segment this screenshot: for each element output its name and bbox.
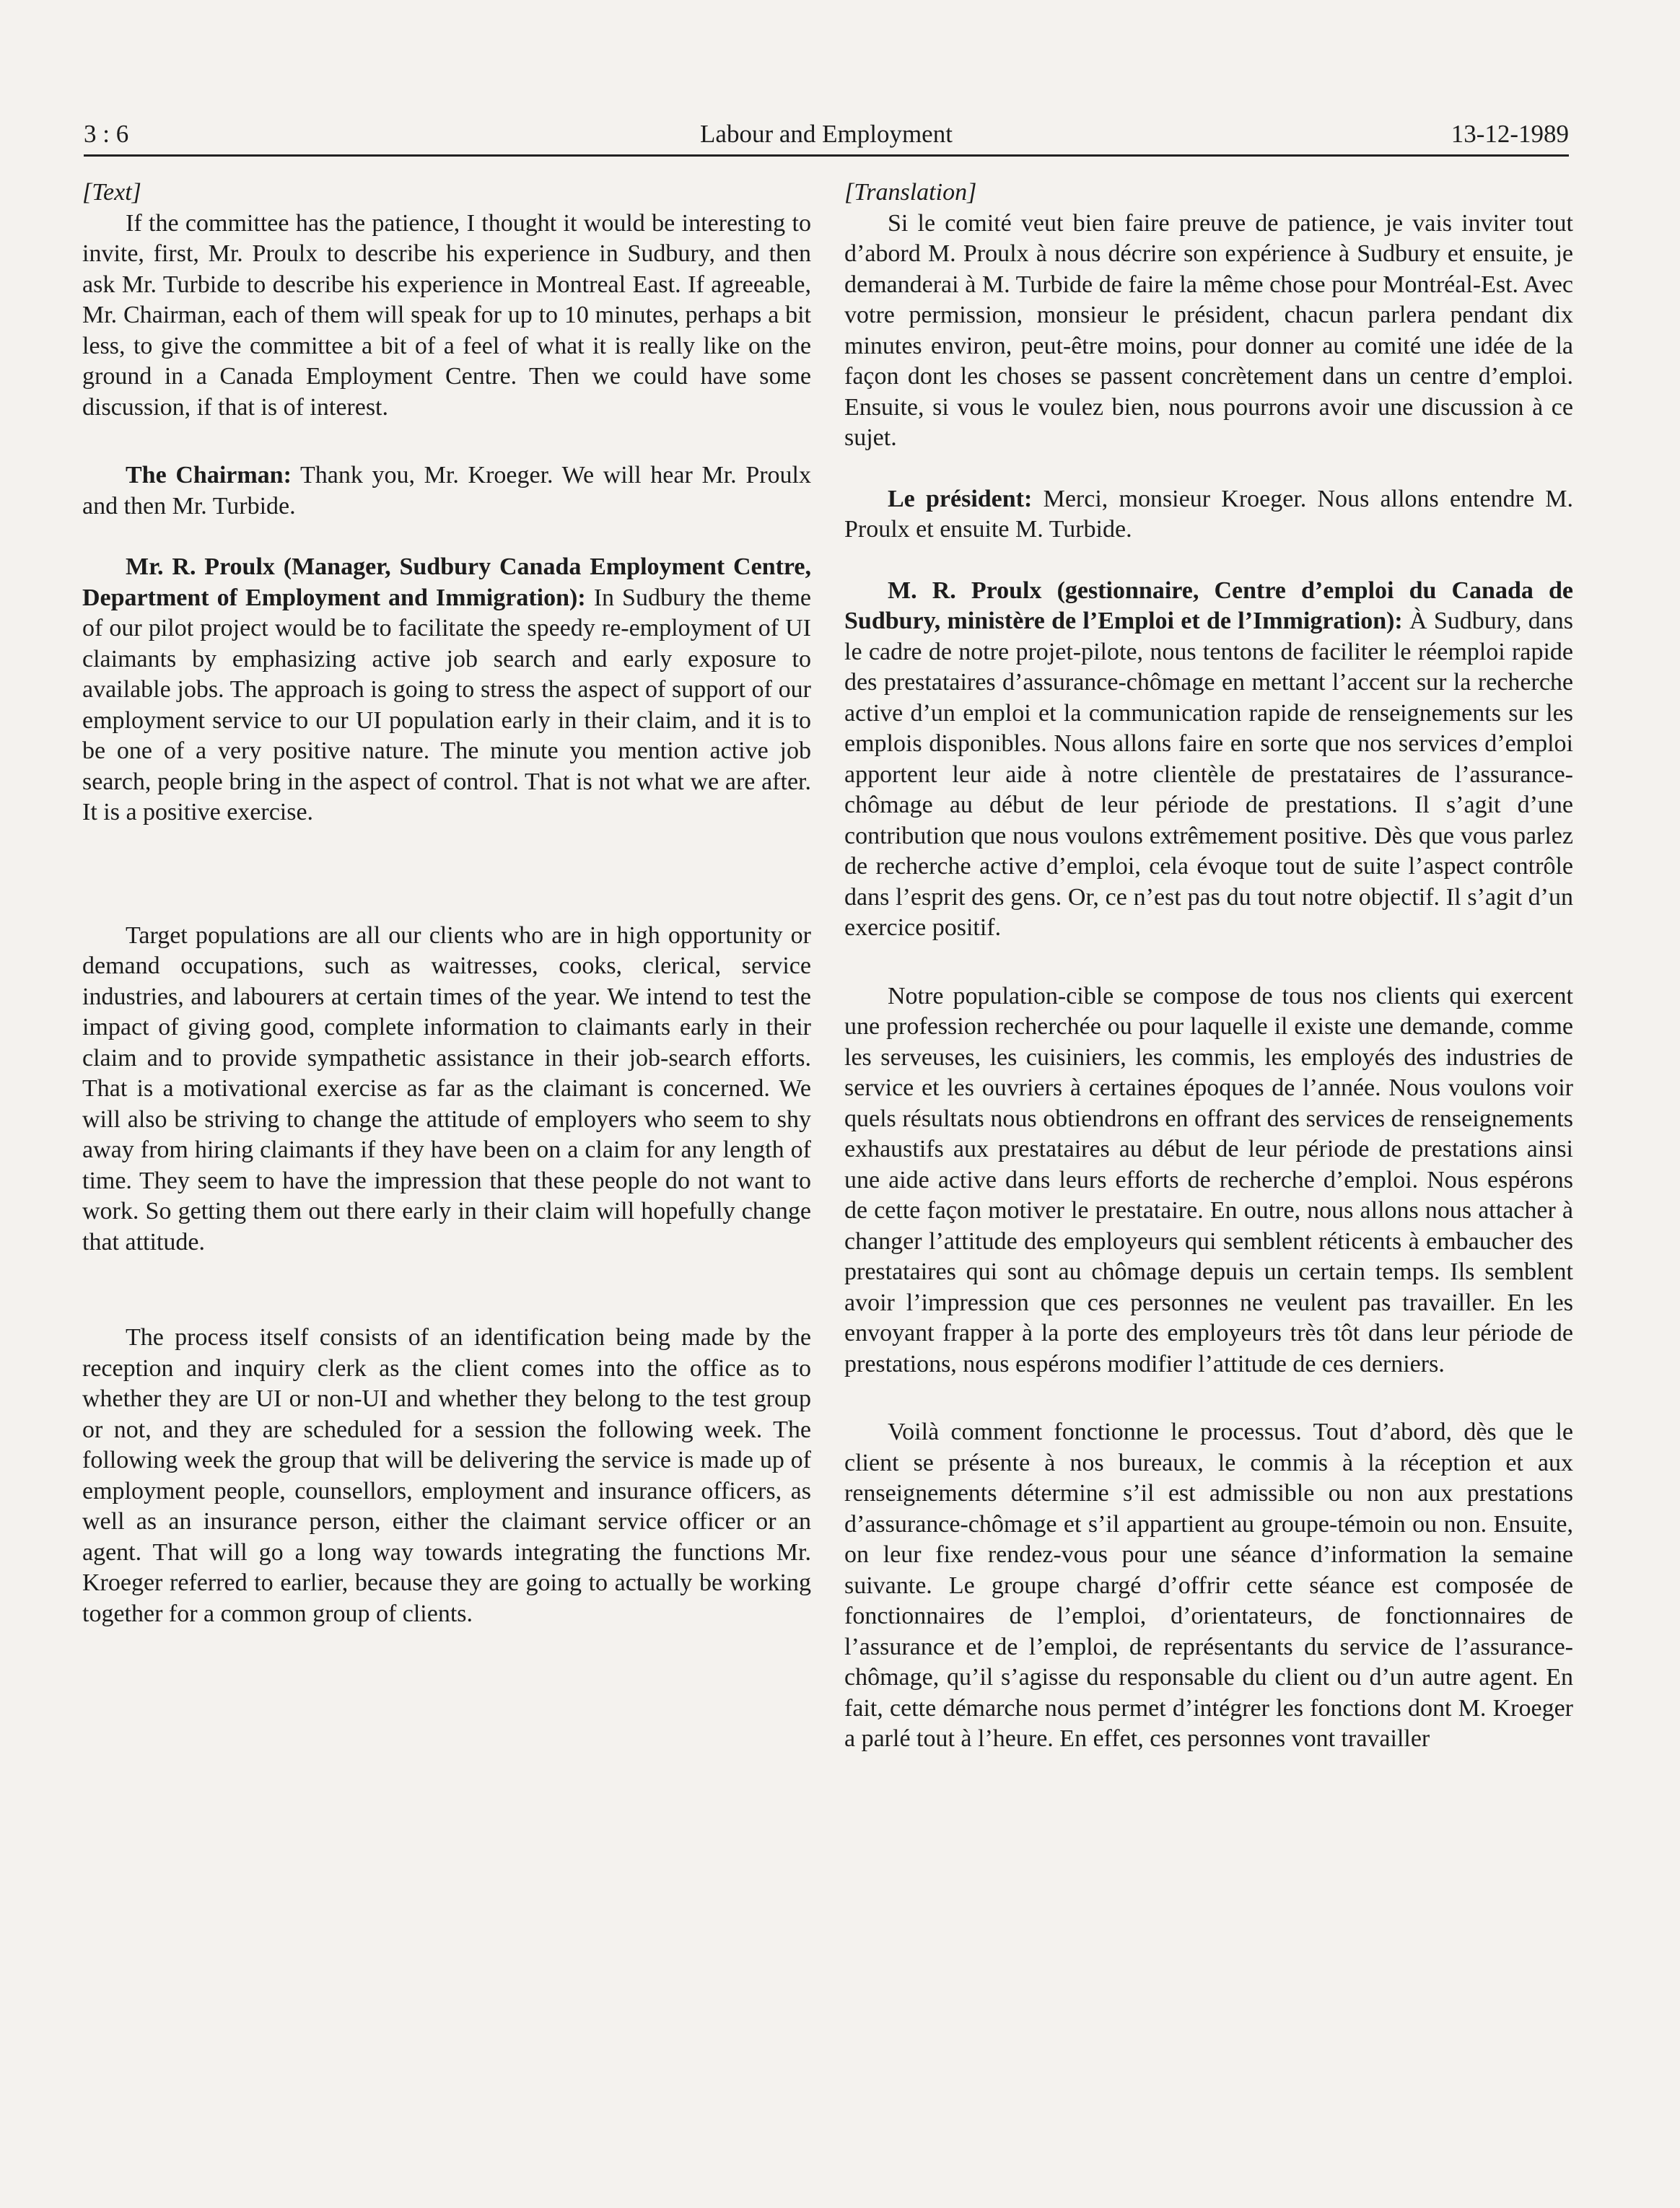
- paragraph: [82, 460, 811, 522]
- speech-text: Thank you, Mr. Kroeger. We will hear Mr. Proulx and then Mr. Turbide.: [82, 462, 811, 520]
- french-column: [844, 178, 1573, 1755]
- paragraph: [844, 484, 1573, 546]
- page-header: [84, 117, 1569, 157]
- header-date: 13-12-1989: [1451, 120, 1569, 148]
- text-tag: [Text]: [82, 179, 141, 206]
- paragraph: Target populations are all our clients who are in high opportunity or demand occupations, such as waitresses, cooks, clerical, service industries, and labourers at certain times of the year. We intend to test the impact of giving good, complete information to claimants early in their claim and to provide sympathetic assistance in their job-search efforts. That is a motivational exercise as far as the claimant is concerned. We will also be striving to change the attitude of employers who seem to shy away from hiring claimants if they have been on a claim for any length of time. They seem to have the impression that these people do not want to work. So getting them out there early in their claim will hopefully change that attitude.: [82, 921, 811, 1256]
- paragraph: [844, 576, 1573, 944]
- paragraph: [82, 552, 811, 828]
- english-column: [82, 178, 811, 1629]
- paragraph: Notre population-cible se compose de tous nos clients qui exercent une profession recherchée ou pour laquelle il existe une demande, comme les serveuses, les cuisiniers, les commis, les employés des industries de service et les ouvriers à certaines époques de l’année. Nous voulons voir quels résultats nous obtiendrons en offrant des services de renseignements exhaustifs aux prestataires au début de leur période de prestations ainsi une aide active dans leurs efforts de recherche d’emploi. Nous espérons de cette façon motiver le prestataire. En outre, nous allons nous attacher à changer l’attitude des employeurs qui semblent réticents à embaucher des prestataires qui sont au chômage depuis un certain temps. Ils semblent avoir l’impression que ces personnes ne veulent pas travailler. En les envoyant frapper à la porte des employeurs très tôt dans leur période de prestations, nous espérons modifier l’attitude de ces derniers.: [844, 982, 1573, 1377]
- speaker-name: Mr. R. Proulx (Manager, Sudbury Canada Employment Centre, Department of Employment and Immigration):: [82, 553, 811, 611]
- paragraph: Voilà comment fonctionne le processus. Tout d’abord, dès que le client se présente à nos bureaux, le commis à la réception et aux renseignements détermine s’il est admissible ou non aux prestations d’assurance-chômage et s’il appartient au groupe-témoin ou non. Ensuite, on leur fixe rendez-vous pour une séance d’information la semaine suivante. Le groupe chargé d’offrir cette séance est composée de fonctionnaires de l’emploi, d’orientateurs, de fonctionnaires de l’assurance et de l’emploi, de représentants du service de l’assurance-chômage, qu’il s’agisse du responsable du client ou d’un autre agent. En fait, cette démarche nous permet d’intégrer les fonctions dont M. Kroeger a parlé tout à l’heure. En effet, ces personnes vont travailler: [844, 1419, 1573, 1752]
- speaker-name: M. R. Proulx (gestionnaire, Centre d’emploi du Canada de Sudbury, ministère de l’Emploi et de l’Immigration):: [844, 577, 1573, 634]
- speaker-name: Le président:: [888, 485, 1033, 512]
- speaker-name: The Chairman:: [126, 462, 292, 489]
- paragraph: Si le comité veut bien faire preuve de patience, je vais inviter tout d’abord M. Proulx à nous décrire son expérience à Sudbury et ensuite, je demanderai à M. Turbide de faire la même chose pour Montréal-Est. Avec votre permission, monsieur le président, chacun parlera pendant dix minutes environ, peut-être moins, pour donner au comité une idée de la façon dont les choses se passent concrètement dans un centre d’emploi. Ensuite, si vous le voulez bien, nous pourrons avoir une discussion à ce sujet.: [844, 209, 1573, 451]
- page-number: 3 : 6: [84, 120, 129, 148]
- speech-text: Merci, monsieur Kroeger. Nous allons entendre M. Proulx et ensuite M. Turbide.: [844, 485, 1574, 543]
- speech-text: In Sudbury the theme of our pilot project would be to facilitate the speedy re-employment of UI claimants by emphasizing active job search and early exposure to available jobs. The approach is going to stress the aspect of support of our employment service to our UI population early in their claim, and it is to be one of a very positive nature. The minute you mention active job search, people bring in the aspect of control. That is not what we are after. It is a positive exercise.: [82, 584, 811, 825]
- speech-text: À Sudbury, dans le cadre de notre projet-pilote, nous tentons de faciliter le réemploi rapide des prestataires d’assurance-chômage en mettant l’accent sur la recherche active d’un emploi et la communication rapide de renseignements sur les emplois disponibles. Nous allons faire en sorte que nos services d’emploi apportent leur aide à notre clientèle de prestataires de l’assurance-chômage au début de leur période de prestations. Il s’agit d’une contribution que nous voulons extrêmement positive. Dès que vous parlez de recherche active d’emploi, cela évoque tout de suite l’aspect contrôle dans l’esprit des gens. Or, ce n’est pas du tout notre objectif. Il s’agit d’un exercice positif.: [844, 608, 1573, 941]
- translation-tag: [Translation]: [844, 179, 977, 206]
- paragraph: If the committee has the patience, I thought it would be interesting to invite, first, Mr. Proulx to describe his experience in Sudbury, and then ask Mr. Turbide to describe his experience in Montreal East. If agreeable, Mr. Chairman, each of them will speak for up to 10 minutes, perhaps a bit less, to give the committee a bit of a feel of what it is really like on the ground in a Canada Employment Centre. Then we could have some discussion, if that is of interest.: [82, 209, 811, 421]
- header-title: Labour and Employment: [700, 120, 953, 148]
- paragraph: The process itself consists of an identification being made by the reception and inquiry clerk as the client comes into the office as to whether they are UI or non-UI and whether they belong to the test group or not, and they are scheduled for a session the following week. The following week the group that will be delivering the service is made up of employment people, counsellors, employment and insurance officers, as well as an insurance person, either the claimant service officer or an agent. That will go a long way towards integrating the functions Mr. Kroeger referred to earlier, because they are going to actually be working together for a common group of clients.: [82, 1324, 811, 1627]
